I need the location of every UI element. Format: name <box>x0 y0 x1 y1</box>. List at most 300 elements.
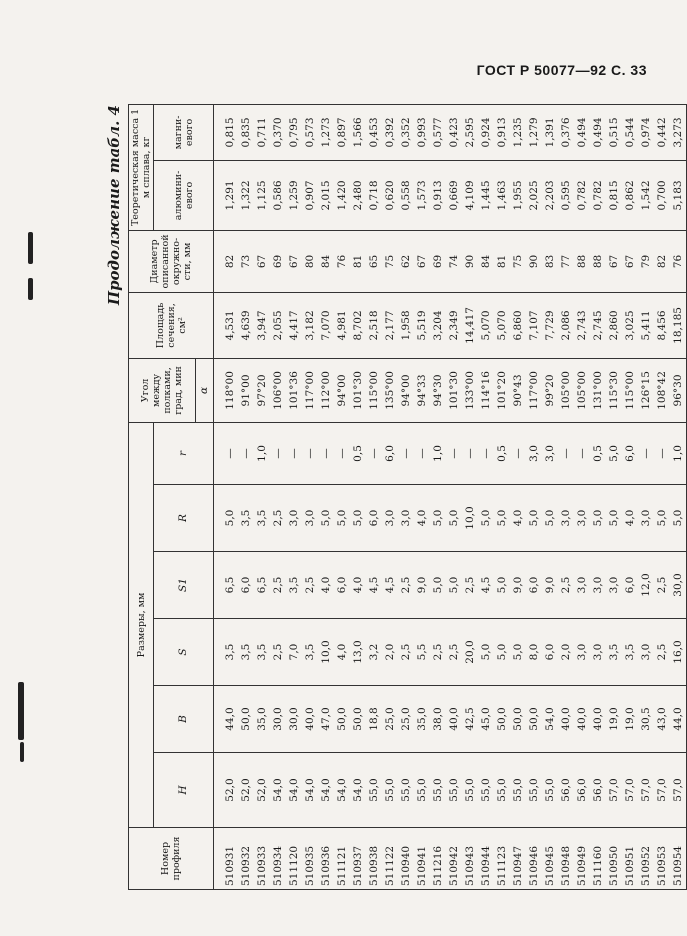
table-cell: 2,203 <box>544 180 556 211</box>
table-cell: 3,5 <box>256 509 268 527</box>
table-cell: 4,5 <box>368 576 380 594</box>
table-cell: 511160 <box>592 845 604 886</box>
table-cell: 2,5 <box>272 576 284 594</box>
table-cell: 76 <box>336 254 348 269</box>
col-header-H: H <box>154 753 214 828</box>
table-cell: 5,0 <box>608 445 620 462</box>
col-header-S1: S1 <box>154 552 214 619</box>
table-cell: 5,0 <box>528 509 540 527</box>
table-cell: 57,0 <box>624 778 636 802</box>
table-cell: 2,177 <box>384 310 396 341</box>
table-cell: 510952 <box>640 845 652 886</box>
table-cell: 112°00 <box>320 371 332 410</box>
table-cell: 5,0 <box>432 509 444 527</box>
table-cell: 50,0 <box>528 707 540 731</box>
table-cell: 0,5 <box>592 445 604 462</box>
table-cell: — <box>320 448 332 459</box>
col-header-diameter: Диаметр описанной окружно-сти, мм <box>129 230 214 292</box>
area-column <box>214 292 687 358</box>
table-cell: 5,0 <box>480 509 492 527</box>
table-cell: 30,0 <box>288 707 300 731</box>
table-cell: 0,815 <box>608 180 620 211</box>
table-cell: 35,0 <box>256 707 268 731</box>
table-cell: 90 <box>528 254 540 269</box>
table-cell: 1,273 <box>320 117 332 148</box>
profile-number-column <box>214 828 687 890</box>
table-cell: 3,0 <box>400 509 412 527</box>
table-cell: 0,669 <box>448 180 460 211</box>
table-cell: 117°00 <box>528 371 540 410</box>
table-cell: 5,0 <box>672 509 684 527</box>
binder-hole-mark <box>20 742 24 762</box>
table-cell: 0,913 <box>496 117 508 148</box>
table-cell: 2,5 <box>656 643 668 661</box>
table-cell: 0,835 <box>240 117 252 148</box>
table-cell: 20,0 <box>464 640 476 664</box>
table-cell: — <box>576 448 588 459</box>
table-cell: 55,0 <box>528 778 540 802</box>
table-cell: 84 <box>320 254 332 269</box>
table-cell: 0,544 <box>624 117 636 148</box>
table-cell: 91°00 <box>240 374 252 407</box>
table-cell: 73 <box>240 254 252 269</box>
table-cell: 84 <box>480 254 492 269</box>
table-cell: 2,5 <box>448 643 460 661</box>
table-cell: 1,0 <box>672 445 684 462</box>
table-cell: 50,0 <box>336 707 348 731</box>
table-cell: 0,392 <box>384 117 396 148</box>
table-cell: — <box>656 448 668 459</box>
table-cell: 5,0 <box>656 509 668 527</box>
table-cell: 82 <box>656 254 668 269</box>
H-column <box>214 753 687 828</box>
table-cell: 2,595 <box>464 117 476 148</box>
R-column <box>214 485 687 552</box>
table-cell: 108°42 <box>656 371 668 410</box>
table-cell: 3,5 <box>224 643 236 661</box>
table-cell: 50,0 <box>240 707 252 731</box>
table-cell: 9,0 <box>416 576 428 594</box>
table-cell: 4,639 <box>240 310 252 341</box>
table-cell: 1,235 <box>512 117 524 148</box>
table-cell: 2,5 <box>432 643 444 661</box>
table-cell: 88 <box>592 254 604 269</box>
table-cell: 3,2 <box>368 643 380 661</box>
table-cell: 101°36 <box>288 371 300 410</box>
table-cell: 0,423 <box>448 117 460 148</box>
table-cell: 7,0 <box>288 643 300 661</box>
table-cell: 18,185 <box>672 307 684 344</box>
table-cell: 52,0 <box>224 778 236 802</box>
table-cell: 82 <box>224 254 236 269</box>
table-cell: 0,795 <box>288 117 300 148</box>
col-header-S: S <box>154 619 214 686</box>
table-cell: 47,0 <box>320 707 332 731</box>
table-cell: 5,183 <box>672 180 684 211</box>
table-cell: 54,0 <box>336 778 348 802</box>
table-cell: 2,055 <box>272 310 284 341</box>
table-cell: 1,0 <box>432 445 444 462</box>
table-cell: 67 <box>416 254 428 269</box>
table-cell: 4,0 <box>512 509 524 527</box>
table-cell: 40,0 <box>560 707 572 731</box>
table-cell: 4,5 <box>384 576 396 594</box>
table-cell: 83 <box>544 254 556 269</box>
table-cell: 50,0 <box>512 707 524 731</box>
table-cell: 2,480 <box>352 180 364 211</box>
table-cell: 0,711 <box>256 117 268 148</box>
col-header-r: r <box>154 422 214 484</box>
table-cell: 4,0 <box>416 509 428 527</box>
table-cell: 510948 <box>560 845 572 886</box>
table-cell: 3,0 <box>640 509 652 527</box>
table-cell: 510943 <box>464 845 476 886</box>
table-cell: 6,0 <box>528 576 540 594</box>
table-cell: 7,107 <box>528 310 540 341</box>
table-cell: 5,0 <box>448 509 460 527</box>
table-cell: 5,0 <box>496 643 508 661</box>
table-cell: 8,456 <box>656 310 668 341</box>
table-cell: 6,5 <box>224 576 236 594</box>
table-cell: 7,729 <box>544 310 556 341</box>
table-cell: 55,0 <box>544 778 556 802</box>
table-cell: 0,897 <box>336 117 348 148</box>
table-cell: 5,070 <box>496 310 508 341</box>
col-header-mass: Теоретическая масса 1 м сплава, кг <box>129 104 154 230</box>
table-cell: 1,445 <box>480 180 492 211</box>
table-cell: 74 <box>448 254 460 269</box>
table-cell: 94°00 <box>400 374 412 407</box>
table-cell: 0,515 <box>608 117 620 148</box>
binder-hole-mark <box>28 278 33 300</box>
col-header-alpha: α <box>196 358 214 422</box>
table-cell: 96°30 <box>672 374 684 407</box>
table-cell: 25,0 <box>400 707 412 731</box>
table-cell: 133°00 <box>464 371 476 410</box>
table-cell: 3,182 <box>304 310 316 341</box>
table-cell: 2,5 <box>272 643 284 661</box>
table-cell: 101°30 <box>352 371 364 410</box>
table-cell: 510954 <box>672 845 684 886</box>
table-cell: 8,702 <box>352 310 364 341</box>
table-cell: 3,025 <box>624 310 636 341</box>
table-cell: 5,519 <box>416 310 428 341</box>
table-cell: 55,0 <box>512 778 524 802</box>
table-cell: 1,955 <box>512 180 524 211</box>
table-cell: 38,0 <box>432 707 444 731</box>
table-cell: 1,573 <box>416 180 428 211</box>
table-cell: 4,109 <box>464 180 476 211</box>
table-cell: 2,5 <box>400 643 412 661</box>
table-cell: 45,0 <box>480 707 492 731</box>
table-cell: 126°15 <box>640 371 652 410</box>
table-cell: 115°30 <box>608 371 620 410</box>
table-cell: 6,0 <box>240 576 252 594</box>
table-cell: 79 <box>640 254 652 269</box>
table-cell: 4,417 <box>288 310 300 341</box>
table-cell: 55,0 <box>368 778 380 802</box>
table-cell: 3,5 <box>608 643 620 661</box>
table-cell: — <box>288 448 300 459</box>
table-cell: 5,0 <box>544 509 556 527</box>
table-cell: 510940 <box>400 845 412 886</box>
mass-magnesium-column <box>214 104 687 160</box>
table-cell: — <box>640 448 652 459</box>
table-cell: 3,5 <box>304 643 316 661</box>
table-cell: 510933 <box>256 845 268 886</box>
table-cell: 4,0 <box>352 576 364 594</box>
table-cell: 0,573 <box>304 117 316 148</box>
table-cell: — <box>336 448 348 459</box>
table-cell: 510938 <box>368 845 380 886</box>
table-cell: 19,0 <box>608 707 620 731</box>
table-cell: 3,0 <box>288 509 300 527</box>
table-cell: 0,370 <box>272 117 284 148</box>
table-cell: 0,782 <box>576 180 588 211</box>
table-cell: 5,070 <box>480 310 492 341</box>
table-cell: 54,0 <box>272 778 284 802</box>
table-cell: 3,204 <box>432 310 444 341</box>
table-cell: 55,0 <box>464 778 476 802</box>
table-cell: 69 <box>432 254 444 269</box>
table-cell: 5,0 <box>352 509 364 527</box>
table-cell: 94°33 <box>416 374 428 407</box>
table-cell: 12,0 <box>640 573 652 597</box>
table-cell: 0,577 <box>432 117 444 148</box>
table-cell: 0,494 <box>576 117 588 148</box>
table-cell: 81 <box>496 254 508 269</box>
table-cell: 1,566 <box>352 117 364 148</box>
col-header-B: B <box>154 686 214 753</box>
table-cell: 3,0 <box>576 509 588 527</box>
table-cell: 5,0 <box>496 509 508 527</box>
table-cell: 75 <box>384 254 396 269</box>
table-cell: 67 <box>288 254 300 269</box>
table-cell: — <box>240 448 252 459</box>
table-cell: 2,349 <box>448 310 460 341</box>
table-cell: 117°00 <box>304 371 316 410</box>
table-cell: 2,5 <box>464 576 476 594</box>
col-header-R: R <box>154 485 214 552</box>
table-cell: 35,0 <box>416 707 428 731</box>
table-cell: 510946 <box>528 845 540 886</box>
table-cell: — <box>304 448 316 459</box>
table-cell: 3,5 <box>624 643 636 661</box>
table-cell: 105°00 <box>576 371 588 410</box>
table-cell: 6,0 <box>384 445 396 462</box>
table-cell: — <box>448 448 460 459</box>
r-column <box>214 422 687 484</box>
profile-table <box>128 104 687 890</box>
table-cell: 114°16 <box>480 371 492 410</box>
table-cell: 30,0 <box>672 573 684 597</box>
S1-column <box>214 552 687 619</box>
col-header-dimensions: Размеры, мм <box>129 422 154 827</box>
table-cell: 6,0 <box>368 509 380 527</box>
table-cell: 3,5 <box>288 576 300 594</box>
table-cell: 6,0 <box>336 576 348 594</box>
S-column <box>214 619 687 686</box>
table-cell: 90 <box>464 254 476 269</box>
table-cell: 4,0 <box>624 509 636 527</box>
table-cell: 3,5 <box>240 643 252 661</box>
table-cell: 69 <box>272 254 284 269</box>
B-column <box>214 686 687 753</box>
table-cell: 2,518 <box>368 310 380 341</box>
table-cell: 55,0 <box>448 778 460 802</box>
table-cell: 55,0 <box>432 778 444 802</box>
table-cell: 5,5 <box>416 643 428 661</box>
table-cell: 5,0 <box>592 509 604 527</box>
table-cell: 52,0 <box>240 778 252 802</box>
table-cell: 14,417 <box>464 307 476 344</box>
table-cell: 101°30 <box>448 371 460 410</box>
table-cell: 9,0 <box>512 576 524 594</box>
table-cell: 5,0 <box>320 509 332 527</box>
table-cell: 1,420 <box>336 180 348 211</box>
table-cell: 510934 <box>272 845 284 886</box>
binder-hole-mark <box>28 232 33 264</box>
table-cell: 2,015 <box>320 180 332 211</box>
table-data-row <box>214 104 687 889</box>
table-cell: 2,743 <box>576 310 588 341</box>
table-cell: 2,086 <box>560 310 572 341</box>
table-cell: 5,0 <box>480 643 492 661</box>
table-cell: 3,273 <box>672 117 684 148</box>
table-cell: 0,862 <box>624 180 636 211</box>
table-cell: 5,0 <box>496 576 508 594</box>
table-cell: 0,376 <box>560 117 572 148</box>
table-cell: — <box>272 448 284 459</box>
table-cell: 54,0 <box>320 778 332 802</box>
table-cell: — <box>560 448 572 459</box>
table-cell: 55,0 <box>416 778 428 802</box>
table-cell: 510932 <box>240 845 252 886</box>
table-cell: 510937 <box>352 845 364 886</box>
table-cell: 1,322 <box>240 180 252 211</box>
angle-column <box>214 358 687 422</box>
table-cell: 2,0 <box>384 643 396 661</box>
table-cell: 57,0 <box>640 778 652 802</box>
table-cell: 67 <box>624 254 636 269</box>
table-cell: 10,0 <box>464 506 476 530</box>
table-cell: 10,0 <box>320 640 332 664</box>
table-cell: 5,0 <box>608 509 620 527</box>
table-cell: 57,0 <box>608 778 620 802</box>
table-cell: 1,542 <box>640 180 652 211</box>
table-cell: 3,0 <box>544 445 556 462</box>
table-cell: 0,913 <box>432 180 444 211</box>
table-cell: 40,0 <box>304 707 316 731</box>
table-cell: 50,0 <box>352 707 364 731</box>
table-cell: 5,0 <box>432 576 444 594</box>
table-cell: 3,0 <box>528 445 540 462</box>
table-cell: 0,595 <box>560 180 572 211</box>
table-cell: — <box>224 448 236 459</box>
table-cell: 510951 <box>624 845 636 886</box>
table-cell: — <box>400 448 412 459</box>
table-cell: 0,494 <box>592 117 604 148</box>
table-cell: 57,0 <box>672 778 684 802</box>
table-cell: 511123 <box>496 845 508 886</box>
rotated-table-region <box>102 105 684 890</box>
table-cell: 56,0 <box>560 778 572 802</box>
table-cell: 6,860 <box>512 310 524 341</box>
table-cell: 1,463 <box>496 180 508 211</box>
table-cell: 4,981 <box>336 310 348 341</box>
table-cell: 81 <box>352 254 364 269</box>
table-cell: 0,352 <box>400 117 412 148</box>
table-cell: 1,125 <box>256 180 268 211</box>
table-cell: 44,0 <box>224 707 236 731</box>
table-cell: 5,0 <box>448 576 460 594</box>
table-cell: 40,0 <box>592 707 604 731</box>
table-cell: 510949 <box>576 845 588 886</box>
table-cell: 4,531 <box>224 310 236 341</box>
table-cell: 0,700 <box>656 180 668 211</box>
table-cell: 55,0 <box>496 778 508 802</box>
mass-aluminium-column <box>214 160 687 230</box>
table-cell: 2,860 <box>608 310 620 341</box>
diameter-column <box>214 230 687 292</box>
table-cell: 25,0 <box>384 707 396 731</box>
table-caption: Продолжение табл. 4 <box>105 105 123 306</box>
table-cell: 0,907 <box>304 180 316 211</box>
table-cell: 4,5 <box>480 576 492 594</box>
table-cell: 3,5 <box>240 509 252 527</box>
table-cell: 2,5 <box>656 576 668 594</box>
table-cell: 5,0 <box>224 509 236 527</box>
table-cell: 1,291 <box>224 180 236 211</box>
table-cell: 55,0 <box>384 778 396 802</box>
table-cell: 52,0 <box>256 778 268 802</box>
table-cell: 0,620 <box>384 180 396 211</box>
table-cell: 3,0 <box>576 576 588 594</box>
table-cell: 0,5 <box>496 445 508 462</box>
table-cell: — <box>512 448 524 459</box>
table-cell: 1,0 <box>256 445 268 462</box>
table-cell: 4,0 <box>320 576 332 594</box>
table-cell: 3,0 <box>592 576 604 594</box>
table-cell: 94°30 <box>432 374 444 407</box>
table-cell: 18,8 <box>368 707 380 731</box>
table-cell: 0,558 <box>400 180 412 211</box>
table-cell: 5,0 <box>512 643 524 661</box>
table-cell: 135°00 <box>384 371 396 410</box>
table-cell: 0,782 <box>592 180 604 211</box>
table-cell: 3,0 <box>592 643 604 661</box>
table-cell: 6,5 <box>256 576 268 594</box>
table-cell: 40,0 <box>576 707 588 731</box>
table-cell: 7,070 <box>320 310 332 341</box>
table-cell: 3,0 <box>576 643 588 661</box>
table-cell: 510950 <box>608 845 620 886</box>
table-cell: 511216 <box>432 845 444 886</box>
table-cell: 510942 <box>448 845 460 886</box>
table-cell: 30,0 <box>272 707 284 731</box>
table-cell: 54,0 <box>352 778 364 802</box>
table-cell: 0,993 <box>416 117 428 148</box>
page-header: ГОСТ Р 50077—92 С. 33 <box>476 62 647 78</box>
table-cell: — <box>464 448 476 459</box>
table-cell: 1,391 <box>544 117 556 148</box>
table-cell: 0,815 <box>224 117 236 148</box>
table-cell: 101°20 <box>496 371 508 410</box>
col-header-area: Площадь сечения, см² <box>129 292 214 358</box>
table-cell: 510936 <box>320 845 332 886</box>
table-cell: 511120 <box>288 845 300 886</box>
table-cell: 0,924 <box>480 117 492 148</box>
